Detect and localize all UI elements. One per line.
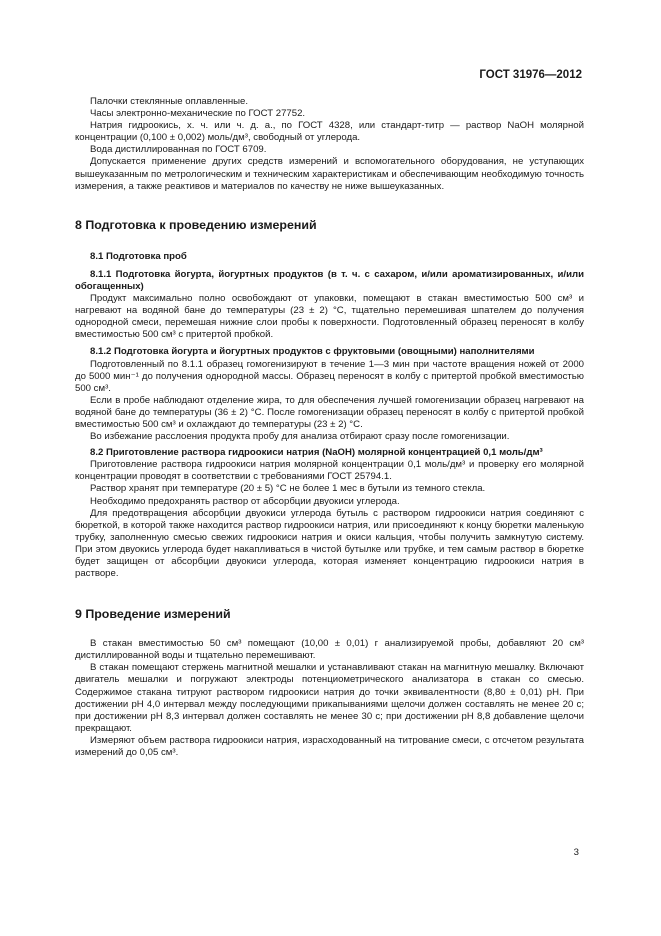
page-number: 3 [573, 847, 579, 858]
page-content [75, 96, 584, 759]
subsection-8-1-1-heading: 8.1.1 Подготовка йогурта, йогуртных продуктов (в т. ч. с сахаром, и/или ароматизированных, и/или обогащенных) [75, 268, 584, 292]
list-item: Палочки стеклянные оплавленные. [90, 96, 249, 107]
paragraph: В стакан помещают стержень магнитной мешалки и устанавливают стакан на магнитную мешалку. Включают двигатель мешалки и погружают электроды потенциометрического анализатора в стакан со смесью. Содержимое стакана титруют раствором гидроокиси натрия до точки эквивалентности (8,80 ± 0,01) рН. При достижении рН 4,0 интервал между последующими прикапываниями щелочи должен составлять не менее 20 с; при достижении рН 8,3 интервал должен составлять не менее 30 с; при достижении рН 8,8 добавление щелочи прекращают. [75, 662, 584, 734]
list-item: Натрия гидроокись, х. ч. или ч. д. а., по ГОСТ 4328, или стандарт-титр — раствор NaOH молярной концентрации (0,100 ± 0,002) моль/дм³, свободный от углерода. [75, 120, 584, 144]
subsection-8-1-heading: 8.1 Подготовка проб [90, 250, 187, 262]
paragraph: Для предотвращения абсорбции двуокиси углерода бутыль с раствором гидроокиси натрия соединяют с бюреткой, в которой также находится раствор гидроокиси натрия, или присоединяют к концу бюретки маленькую трубку, заполненную смесью свежих гидроокиси натрия и окиси кальция, чтобы получить замкнутую систему. При этом двуокись углерода будет накапливаться в чистой бутылке или трубке, и тем самым раствор в бюретке будет защищен от абсорбции двуокиси углерода, которая изменяет концентрацию гидроокиси натрия в растворе. [75, 507, 584, 580]
document-code-header: ГОСТ 31976—2012 [479, 69, 582, 81]
paragraph: Продукт максимально полно освобождают от упаковки, помещают в стакан вместимостью 500 см³ и нагревают на водяной бане до температуры (23 ± 2) °С, тщательно перемешивая шпателем до получения однородной смеси, перемешая нижние слои пробы к поверхности. Подготовленный образец переносят в колбу вместимостью 500 см³ с притертой пробкой. [75, 293, 584, 341]
paragraph: Если в пробе наблюдают отделение жира, то для обеспечения лучшей гомогенизации образец нагревают на водяной бане до температуры (36 ± 2) °С. После гомогенизации образец переносят в колбу с притертой пробкой вместимостью 500 см³ и охлаждают до температуры (23 ± 2) °С. [75, 394, 584, 430]
list-item: Вода дистиллированная по ГОСТ 6709. [90, 144, 267, 156]
paragraph: Необходимо предохранять раствор от абсорбции двуокиси углерода. [90, 495, 400, 507]
paragraph: В стакан вместимостью 50 см³ помещают (10,00 ± 0,01) г анализируемой пробы, добавляют 20 см³ дистиллированной воды и тщательно перемешивают. [75, 638, 584, 662]
paragraph: Раствор хранят при температуре (20 ± 5) °С не более 1 мес в бутыли из темного стекла. [90, 483, 486, 495]
paragraph: Подготовленный по 8.1.1 образец гомогенизируют в течение 1—3 мин при частоте вращения ножей от 2000 до 5000 мин⁻¹ до получения однородной массы. Образец переносят в колбу с притертой пробкой вместимостью 500 см³. [75, 358, 584, 394]
paragraph: Допускается применение других средств измерений и вспомогательного оборудования, не уступающих вышеуказанным по метрологическим и техническим характеристикам и обеспечивающим необходимую точность измерения, а также реактивов и материалов по качеству не ниже вышеуказанных. [75, 156, 584, 192]
section-9-heading: 9 Проведение измерений [75, 607, 231, 622]
paragraph: Измеряют объем раствора гидроокиси натрия, израсходованный на титрование смеси, с отсчетом результата измерений до 0,05 см³. [75, 734, 584, 759]
paragraph: Приготовление раствора гидроокиси натрия молярной концентрации 0,1 моль/дм³ и проверку его молярной концентрации проводят в соответствии с требованиями ГОСТ 25794.1. [75, 459, 584, 483]
paragraph: Во избежание расслоения продукта пробу для анализа отбирают сразу после гомогенизации. [90, 431, 510, 443]
list-item: Часы электронно-механические по ГОСТ 27752. [90, 108, 306, 120]
subsection-8-1-2-heading: 8.1.2 Подготовка йогурта и йогуртных продуктов с фруктовыми (овощными) наполнителями [90, 346, 535, 358]
subsection-8-2-heading: 8.2 Приготовление раствора гидроокиси натрия (NaOH) молярной концентрацией 0,1 моль/дм³ [90, 447, 543, 459]
section-8-heading: 8 Подготовка к проведению измерений [75, 217, 317, 232]
